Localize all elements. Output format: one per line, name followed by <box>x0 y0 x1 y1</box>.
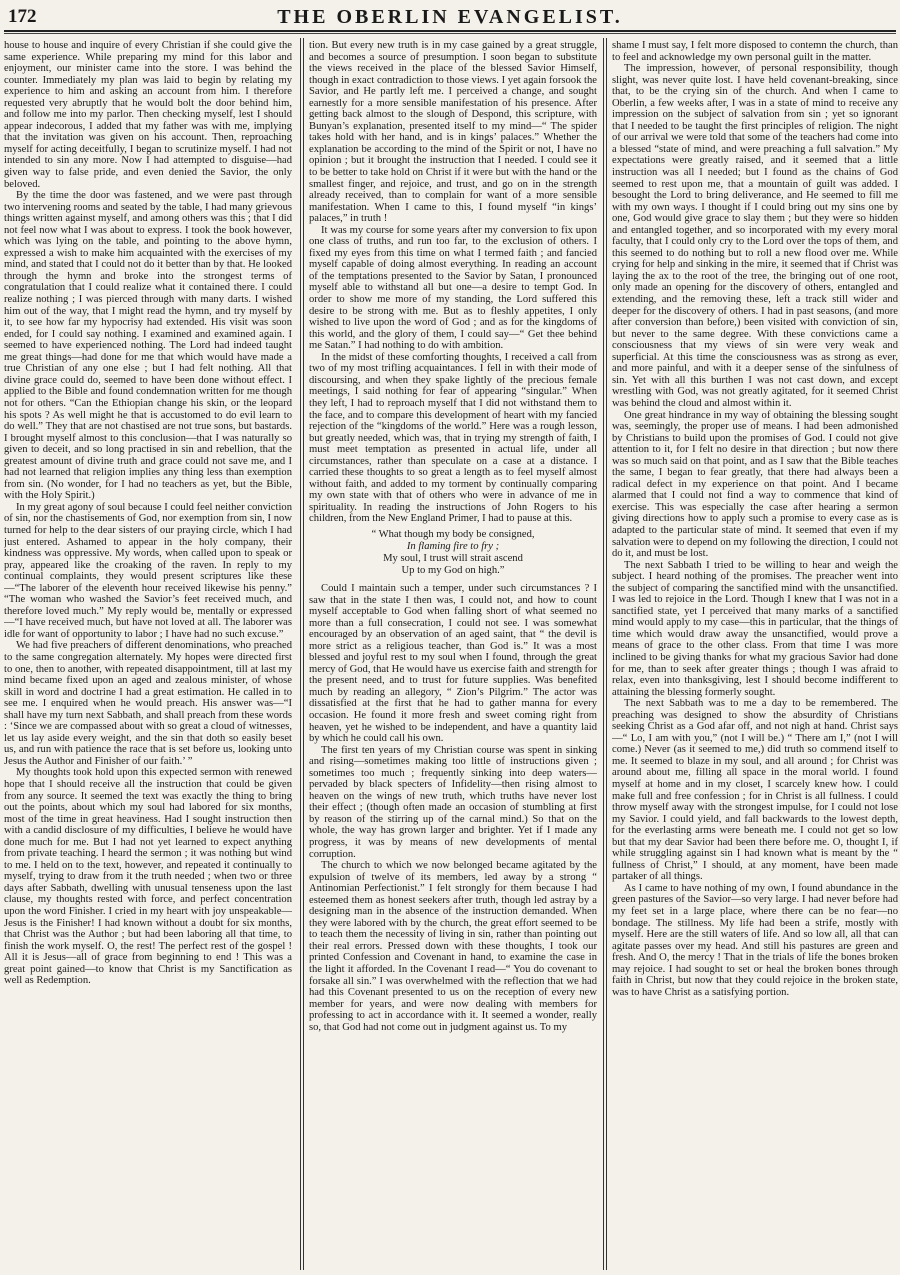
paragraph: shame I must say, I felt more disposed to contemn the church, than to feel and acknowledge my own personal guilt in the matter. <box>612 40 898 63</box>
paragraph: It was my course for some years after my conversion to fix upon one class of truths, and run too far, to the exclusion of others. I fixed my eyes from this time on what I termed faith ; and fancied myself capable of doing almost everything. In reading an account of the temptations presented to the Savior by Satan, I pronounced myself able to withstand all but one—a desire to tempt God. In order to show me more of my standing, the Lord suffered this desire to be strong with me. But as to fleshly appetites, I only wished to live upon the word of God ; and as for the kingdoms of this world, and the glory of them, I could say—“ Get thee behind me Satan.” I had nothing to do with ambition. <box>309 224 597 352</box>
column-2 <box>309 40 597 1270</box>
page-header <box>4 4 896 32</box>
verse-line: “ What though my body be consigned, <box>371 528 535 540</box>
paragraph: house to house and inquire of every Christian if she could give the same experience. While preparing my mind for this labor and enjoyment, our minister came into the store. I was behind the counter. Immediately my plan was laid to begin by relating my experience to him and asking an account from him. I therefore requested very abruptly that he would bolt the door behind him, and follow me into my parlor. Then checking myself, lest I should appear indecorous, I added that my father was with me, implying that the invitation was given on his account. Then, reproaching myself for acting deceitfully, I began to scrutinize myself. I had not intended to sin any more. Now I had attempted to disguise—had given way to false pride, and even denied the Savior, the only beloved. <box>4 40 292 190</box>
paragraph: My thoughts took hold upon this expected sermon with renewed hope that I should receive all the instruction that could be given from any source. It seemed the text was exactly the thing to bring out the points, about which my soul had labored for six months, most of the time in great heaviness. Had I sought instruction then with a candid disclosure of my difficulties, I believe he would have done much for me. But I had not yet learned to expect anything from private teaching. I heard the sermon ; it was nothing but wind to me. I held on to the text, however, and repeated it continually to myself, trying to draw from it the truth needed ; when two or three days after Sabbath, dwelling with unusual tenseness upon the last clause, my thoughts rested with force, and perfect concentration upon the word Finisher. I cried in my heart with joy unspeakable—Jesus is the Finisher! I had known without a doubt for six months, that Christ was the Author ; but had been laboring all that time, to finish the work myself. O, the rest! The perfect rest of the gospel ! All it is Jesus—all of grace from beginning to end ! This was a great point gained—to know that Christ is my Sanctification as well as Redemption. <box>4 767 292 987</box>
verse-line: Up to my God on high.” <box>401 564 505 576</box>
verse-line: In flaming fire to fry ; <box>406 540 500 552</box>
column-2-bottom <box>309 583 597 1033</box>
header-rule <box>4 33 896 34</box>
paragraph: The next Sabbath I tried to be willing to hear and weigh the subject. I heard nothing of the promises. The preacher went into the subject of comparing the sanctified mind with the unsanctified. I was led to rejoice in the Lord. Though I knew that I was not in a sanctified state, yet I perceived that many marks of a sanctified mind would apply to my case—this in particular, that the things of time which would draw away the unsanctified, would prove a means of grace to the other class. From that time I was more inclined to be giving thanks for what my gracious Savior had done for me, than to seek after greater things ; though I was afraid to relax, even into thanksgiving, lest I should become indifferent to attaining the blessing formerly sought. <box>612 559 898 698</box>
paragraph: The next Sabbath was to me a day to be remembered. The preaching was designed to show the absurdity of Christians seeking Christ as a God afar off, and not nigh at hand. Christ says—“ Lo, I am with you,” (not I will be.) “ There am I,” (not I will come.) Never (as it seemed to me,) did truth so commend itself to me. It seemed to blaze in my soul, and all around ; for Christ was around about me, filling all space in the moral world. I found myself at home and in my closet, I scarcely knew how. I could make full and free confession ; for in Christ is all fullness. I could throw myself away with the strongest impulse, for I could not lose my Savior. I could yield, and fall backwards to the lowest depth, for the everlasting arms were beneath me. I could not get so low but that my dear Savior had been there before me. O, thought I, if while struggling against sin I had known what is meant by the “ fullness of Christ,” I should, at any moment, have been made partaker of all things. <box>612 698 898 883</box>
column-divider <box>303 38 304 1270</box>
journal-title: THE OBERLIN EVANGELIST. <box>277 6 623 28</box>
verse-line: My soul, I trust will strait ascend <box>383 552 523 564</box>
column-divider <box>606 38 607 1270</box>
column-1 <box>4 40 292 1270</box>
column-2-top <box>309 40 597 525</box>
paragraph: Could I maintain such a temper, under such circumstances ? I saw that in the state I then was, I could not, and how to count myself acceptable to God when falling short of what seemed no more than a full consecration, I could not see. I was somewhat encouraged by an observation of an aged saint, that “ the devil is more strict as a religious teacher, than God is.” It was a most blessed and joyful rest to my soul when I found, through the great mercy of God, that He would have us exercise faith and strength for the present need, and to trust for future supplies. Was benefited much by reading an allegory, “ Zion’s Pilgrim.” The actor was dissatisfied at the first that he had to gather manna for every occasion. He found it more fresh and sweet coming right from heaven, yet he wished to be independent, and have a quantity laid by which he could call his own. <box>309 582 597 745</box>
column-divider <box>300 38 301 1270</box>
page-number: 172 <box>8 6 37 27</box>
paragraph: In my great agony of soul because I could feel neither conviction of sin, nor the chastisements of God, nor exemption from sin, I now turned for help to the dear sisters of our praying circle, which I had just entered. Ashamed to appear in the holy company, their kindness was oppressive. My words, when called upon to speak or pray, appeared like the croaking of the raven. In reply to my continual complaints, they would present scriptures like these—“The laborer of the eleventh hour received likewise his penny.” “The woman who washed the Savior’s feet received much, and therefore loved much.” My reply would be, mentally or expressed —“I have received much, but have not loved at all. The laborer was idle for want of opportunity to labor ; I have had no such excuse.” <box>4 501 292 640</box>
paragraph: The impression, however, of personal responsibility, though slight, was never quite lost. I have held covenant-breaking, since that, to be the crying sin of the church. And when I came to Oberlin, a few weeks after, I was in a state of mind to receive any impression on the subject of salvation from sin ; yet so ignorant that I needed to be taught the first principles of religion. The night of our arrival we were told that some of the teachers had come into a blessed “state of mind, and were preaching a full salvation.” My expectations were greatly raised, and it seemed that a little instruction was all I needed; but I found as the chains of God seemed to rest upon me, that a mountain of guilt was added. I besought the Lord to bring deliverance, and He seemed to fill me with my own ways. I thought if I could bring out my sins one by one, God would give grace to slay them ; but they were so hidden and entangled together, and so incorporated with my every moral faculty, that I could only cry to the Lord over the tops of them, and this seemed to do nothing but to roll a new flood over me. While crying for help and sinking in the mire, it seemed that if Christ was laying the ax to the root of the tree, the bringing out of one root, only made an opening for the discovery of others, entangled and extending, and the removing these, left a track still wider and deeper for the discovery of others. I had in past seasons, (and more after conversion than before,) been visited with conviction of sin, but never to the same degree. With these convictions came a consciousness that my views of sin were very weak and superficial. At this time the consciousness was as strong as ever, and more painful, and with it a deeper sense of the sinfulness of sin. Yet with all this burthen I was not cast down, and except wrestling with God, was not greatly agitated, for it seemed Christ was behind the cloud and almost within it. <box>612 63 898 409</box>
paragraph: The church to which we now belonged became agitated by the expulsion of twelve of its members, led away by a strong “ Antinomian Perfectionist.” I felt strongly for them because I had esteemed them as honest seekers after truth, though led astray by a designing man in the absence of the instruction demanded. When they were labored with by the church, the great effort seemed to be to teach them the necessity of living in sin, rather than pointing out their real errors. Pressed down with these thoughts, I took our printed Confession and Covenant in hand, to examine the case in the light it afforded. In the Covenant I read—“ You do covenant to forsake all sin.” I was overwhelmed with the reflection that we had had this Covenant presented to us on the reception of every new member for years, and were now dealing with members for professing to act in accordance with it. It seemed a wonder, really so, that God had not come out in judgment against us. To my <box>309 860 597 1033</box>
verse-quotation <box>309 529 597 577</box>
paragraph: tion. But every new truth is in my case gained by a great struggle, and becomes a source of presumption. I soon began to substitute the views received in the place of the blessed Savior Himself, though in exact contradiction to those views. I yet again forsook the Savior, and He partly left me. I perceived a change, and sought earnestly for a more sensible manifestation of his presence. After getting back almost to the slough of Despond, this scripture, with Bunyan’s explanation, presented itself to my mind—“ The spider takes hold with her hand, and is in kings’ palaces.” Whether the explanation be according to the mind of the Spirit or not, I have no opinion ; but it brought the instruction that I needed. I could see it to be better to take hold on Christ if it were but with the hand or the smallest finger, and rejoice, and trust, and go on in the strength already received, than to complain for want of a more sensible manifestation. When I came to this, I found myself “in kings’ palaces,” in truth ! <box>309 40 597 225</box>
paragraph: We had five preachers of different denominations, who preached to the same congregation alternately. My hopes were directed first to one, then to another, with repeated disappointment, till at last my mind became fixed upon an aged and zealous minister, of whose skill in word and doctrine I had a great estimation. He called in to see me. I enquired when he would preach. His answer was—“I shall have my turn next Sabbath, and shall preach from these words : ‘Since we are compassed about with so great a cloud of witnesses, let us lay aside every weight, and the sin that doth so easily beset us, and run with patience the race that is set before us, looking unto Jesus the Author and Finisher of our faith.’ ” <box>4 640 292 767</box>
column-3 <box>612 40 898 1270</box>
paragraph: One great hindrance in my way of obtaining the blessing sought was, seemingly, the proper use of means. I had been admonished by Christians to build upon the promises of God. I could not give attention to it, for I felt no desire in that direction ; but now there was so much said on that point, and as I saw that the Bible teaches the same, I began to fear greatly, that there had always been a radical defect in my experience on that point. And I became alarmed that I could not find a way to commence that kind of exercise. This was especially the case after hearing a sermon giving directions how to apply such a promise to every case as is adapted to the particular state of mind. It seemed that even if my salvation were to depend on my following the direction, I could not do it, and must be lost. <box>612 409 898 560</box>
paragraph: By the time the door was fastened, and we were past through two intervening rooms and seated by the table, I had many grievous things written against myself, and among others was this ; that I did not feel now what I was about to express. I took the book however, which was lying on the table, and pointing to the above hymn, expressed a wish to make him acquainted with the exercises of my mind, and stated that I could not do it better than by that. He looked through the hymn and broke into the strongest terms of congratulation that I could realize what it contained there. I could realize nothing ; I was pierced through with many darts. I wished him out of the way, that I might read the hymn, and try myself by it, to see how far my hypocrisy had extended. His visit was soon ended, for I could say nothing. I examined and examined again. I seemed to have experienced nothing. The Lord had indeed taught me great things—had done for me that which would have made a true Christian of any one else ; but I had felt nothing. All that divine grace could do, seemed to have been done without effect. I applied to the Bible and found condemnation written for me though not for others. “Can the Ethiopian change his skin, or the leopard his spots ? As well might he that is accustomed to do evil learn to do well.” They that are not chastised are not true sons, but bastards. I brought myself almost to this conclusion—that I was naturally so given to deceit, and so long practised in sin and rebellion, that the greatest amount of divine truth and grace could not save me, and I had not learned that religion implies any thing less than exemption from sin. (No wonder, for I had no teachers as yet, but the Bible, with the Holy Spirit.) <box>4 190 292 502</box>
paragraph: In the midst of these comforting thoughts, I received a call from two of my most trifling acquaintances. I fell in with their mode of discoursing, and when they spake lightly of the precious female meetings, I said nothing for fear of appearing “singular.” When they left, I had to reproach myself that I did not withstand them to the face, and to compare this development of heart with my fancied rejection of the “kingdoms of the world.” Here was a rough lesson, but greatly needed, which was, that in trying my strength of faith, I must meet temptation as presented in actual life, under all circumstances, rather than speculate on a case at a distance. I carried these thoughts to so great a length as to feel myself almost without faith, and added to my torment by continually comparing my own state with that of others who were in advance of me in spirituality. In reading the instructions of John Rogers to his children, from the New England Primer, I had to pause at this. <box>309 351 597 525</box>
paragraph: As I came to have nothing of my own, I found abundance in the green pastures of the Savior—so very large. I had never before had my feet set in a large place, where there can be no fear—no bondage. The stillness. My life had been a strife, mostly with myself. Here are the still waters of life. And so low all, all that can agitate passes over my head. And still his pastures are green and fresh. And O, the mercy ! That in the trials of life the bones broken may rejoice. I had sought to set or heal the broken bones through faith in Christ, but now that they could rejoice in the broken state, was to have Christ as a satisfying portion. <box>612 882 898 998</box>
paragraph: The first ten years of my Christian course was spent in sinking and rising—sometimes making too little of instructions given ; sometimes too much ; frequently sinking into deep waters—pervaded by black specters of Infidelity—then rising almost to heaven on the wings of new truth, which truths have never lost their effect ; (though often made an occasion of stumbling at first by reason of the stirring up of the carnal mind.) So that on the whole, the way has grown larger and brighter. Yet if I made any progress, it was by means of new developments of mental corruption. <box>309 744 597 860</box>
column-divider <box>603 38 604 1270</box>
